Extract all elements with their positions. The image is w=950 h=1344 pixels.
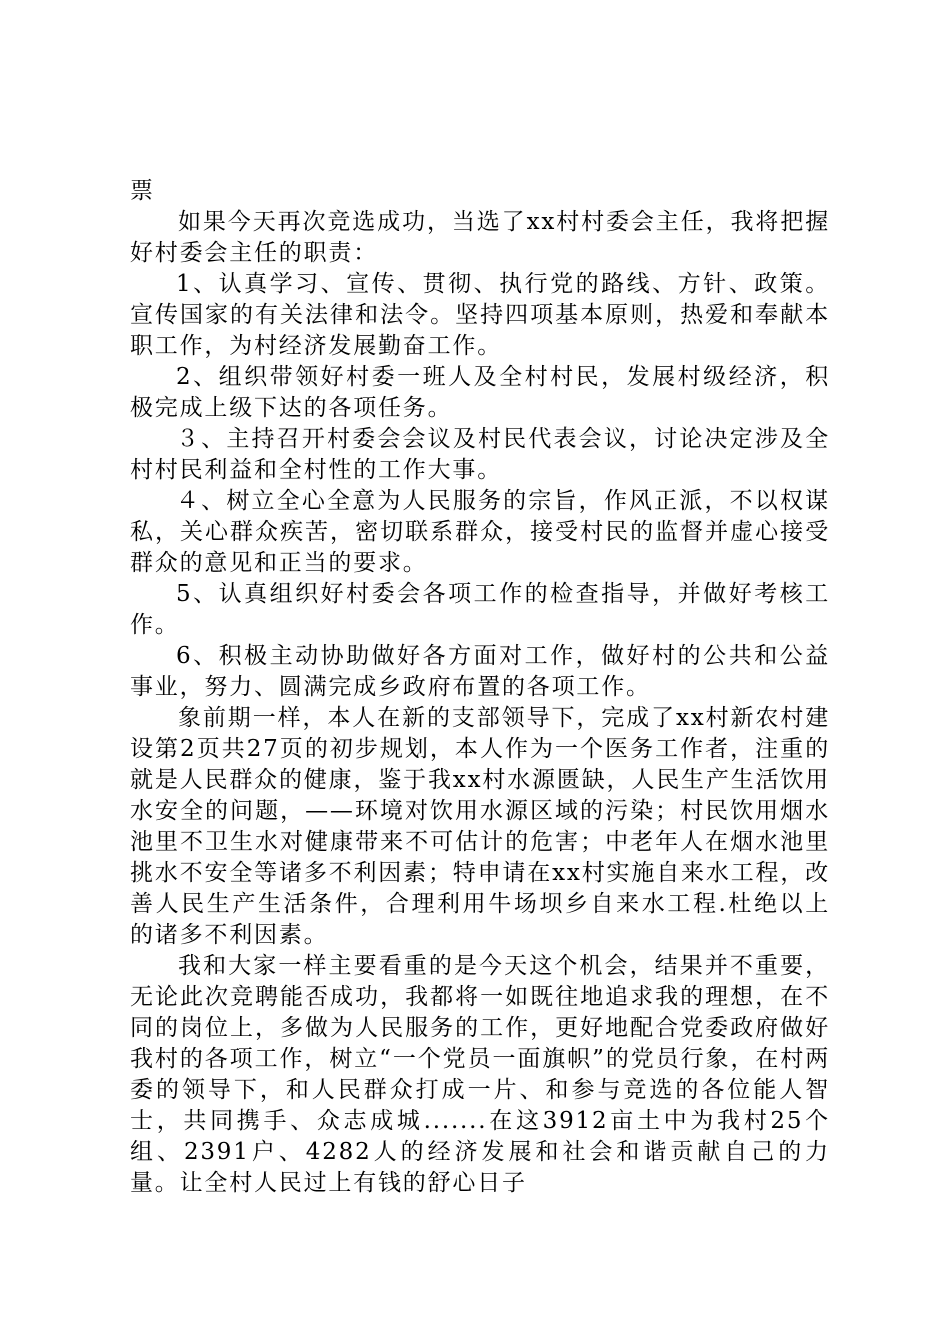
document-body xyxy=(130,176,830,1199)
paragraph-continuation: 票 xyxy=(130,178,155,204)
paragraph-duty-3: ３、主持召开村委会会议及村民代表会议，讨论决定涉及全村村民利益和全村性的工作大事。 xyxy=(130,426,830,483)
paragraph-duty-4: ４、树立全心全意为人民服务的宗旨，作风正派，不以权谋私，关心群众疾苦，密切联系群众，接受村民的监督并虚心接受群众的意见和正当的要求。 xyxy=(130,488,830,576)
paragraph-intro: 如果今天再次竞选成功，当选了xx村村委会主任，我将把握好村委会主任的职责： xyxy=(130,209,830,266)
paragraph-closing: 我和大家一样主要看重的是今天这个机会，结果并不重要，无论此次竞聘能否成功，我都将一如既往地追求我的理想，在不同的岗位上，多做为人民服务的工作，更好地配合党委政府做好我村的各项工作，树立“一个党员一面旗帜”的党员行象，在村两委的领导下，和人民群众打成一片、和参与竞选的各位能人智士，共同携手、众志成城.......在这3912亩土中为我村25个组、2391户、4282人的经济发展和社会和谐贡献自己的力量。让全村人民过上有钱的舒心日子 xyxy=(130,953,830,1196)
paragraph-duty-1: 1、认真学习、宣传、贯彻、执行党的路线、方针、政策。宣传国家的有关法律和法令。坚持四项基本原则，热爱和奉献本职工作，为村经济发展勤奋工作。 xyxy=(130,271,830,359)
paragraph-past-work: 象前期一样，本人在新的支部领导下，完成了xx村新农村建设第2页共27页的初步规划，本人作为一个医务工作者，注重的就是人民群众的健康，鉴于我xx村水源匮缺，人民生产生活饮用水安全的问题，——环境对饮用水源区域的污染；村民饮用烟水池里不卫生水对健康带来不可估计的危害；中老年人在烟水池里挑水不安全等诸多不利因素；特申请在xx村实施自来水工程，改善人民生产生活条件，合理利用牛场坝乡自来水工程.杜绝以上的诸多不利因素。 xyxy=(130,705,830,948)
paragraph-duty-5: 5、认真组织好村委会各项工作的检查指导，并做好考核工作。 xyxy=(130,581,830,638)
paragraph-duty-2: 2、组织带领好村委一班人及全村村民，发展村级经济，积极完成上级下达的各项任务。 xyxy=(130,364,830,421)
paragraph-duty-6: 6、积极主动协助做好各方面对工作，做好村的公共和公益事业，努力、圆满完成乡政府布置的各项工作。 xyxy=(130,643,830,700)
